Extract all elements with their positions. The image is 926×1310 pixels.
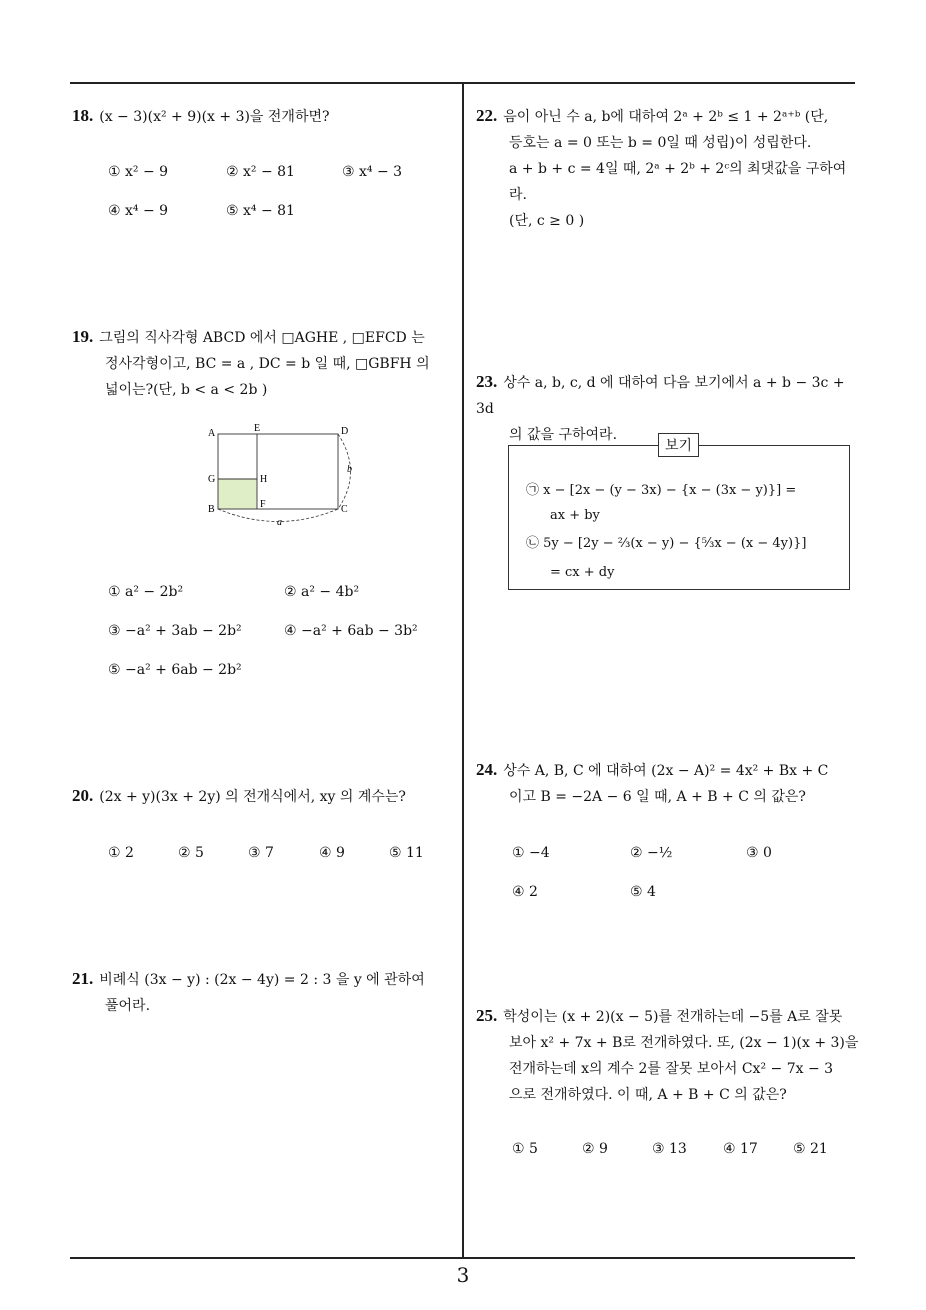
question-stem-line-1: 음이 아닌 수 a, b에 대하여 2ᵃ + 2ᵇ ≤ 1 + 2ᵃ⁺ᵇ (단,	[503, 109, 829, 125]
question-stem-line-3: a + b + c = 4일 때, 2ᵃ + 2ᵇ + 2ᶜ의 최댓값을 구하여라.	[509, 161, 847, 203]
question-stem: (x − 3)(x² + 9)(x + 3)을 전개하면?	[99, 109, 330, 125]
option-5[interactable]: ⑤ 21	[793, 1141, 828, 1157]
question-number: 24.	[476, 760, 498, 779]
question-stem-line-3: 넓이는?(단, b < a < 2b )	[105, 382, 268, 398]
label-c: C	[341, 504, 348, 515]
question-number: 20.	[72, 786, 94, 805]
option-2[interactable]: ② −½	[630, 845, 673, 861]
question-stem-line-2: 등호는 a = 0 또는 b = 0일 때 성립)이 성립한다.	[509, 135, 812, 151]
question-stem-line-2: 보아 x² + 7x + B로 전개하였다. 또, (2x − 1)(x + 3)을	[509, 1035, 859, 1051]
question-25	[476, 1003, 861, 1108]
question-stem-line-2: 풀어라.	[105, 998, 151, 1014]
page-number: 3	[456, 1263, 470, 1287]
label-h: H	[260, 474, 268, 485]
rectangle-figure	[205, 422, 360, 530]
option-4[interactable]: ④ 9	[319, 845, 345, 861]
option-5[interactable]: ⑤ −a² + 6ab − 2b²	[108, 662, 242, 678]
label-e: E	[254, 423, 261, 434]
option-3[interactable]: ③ −a² + 3ab − 2b²	[108, 623, 242, 639]
label-b-vertex: B	[208, 504, 215, 515]
question-stem-line-2: 이고 B = −2A − 6 일 때, A + B + C 의 값은?	[509, 789, 806, 805]
question-stem-line-2: 의 값을 구하여라.	[509, 427, 618, 443]
option-5[interactable]: ⑤ x⁴ − 81	[226, 203, 295, 219]
label-a-length: a	[277, 517, 282, 528]
question-stem-line-1: 비례식 (3x − y) : (2x − 4y) = 2 : 3 을 y 에 관하여	[99, 972, 425, 988]
option-4[interactable]: ④ 17	[723, 1141, 758, 1157]
question-stem: (2x + y)(3x + 2y) 의 전개식에서, xy 의 계수는?	[99, 789, 406, 805]
question-stem-line-1: 상수 a, b, c, d 에 대하여 다음 보기에서 a + b − 3c + 3d	[476, 375, 845, 417]
question-stem-line-4: (단, c ≥ 0 )	[509, 213, 585, 229]
question-stem-line-1: 그림의 직사각형 ABCD 에서 □AGHE , □EFCD 는	[99, 330, 425, 346]
bogi-item-1-line-2: ax + by	[550, 508, 600, 523]
bogi-item-1-line-1: ㉠ x − [2x − (y − 3x) − {x − (3x − y)}] =	[526, 483, 797, 498]
option-3[interactable]: ③ x⁴ − 3	[342, 164, 403, 180]
option-4[interactable]: ④ 2	[512, 884, 538, 900]
bogi-item-2-line-2: = cx + dy	[550, 565, 615, 580]
bogi-title: 보기	[658, 433, 699, 457]
label-d: D	[341, 426, 349, 437]
option-4[interactable]: ④ −a² + 6ab − 3b²	[284, 623, 418, 639]
question-19	[72, 324, 457, 403]
label-a-vertex: A	[208, 428, 216, 439]
option-1[interactable]: ① 5	[512, 1141, 538, 1157]
question-stem-line-4: 으로 전개하였다. 이 때, A + B + C 의 값은?	[509, 1087, 787, 1103]
label-f: F	[260, 499, 266, 510]
option-4[interactable]: ④ x⁴ − 9	[108, 203, 169, 219]
option-2[interactable]: ② 5	[178, 845, 204, 861]
label-b-length: b	[347, 464, 352, 475]
question-20	[72, 783, 457, 810]
option-2[interactable]: ② x² − 81	[226, 164, 295, 180]
option-3[interactable]: ③ 0	[746, 845, 772, 861]
question-stem-line-3: 전개하는데 x의 계수 2를 잘못 보아서 Cx² − 7x − 3	[509, 1061, 834, 1077]
question-number: 22.	[476, 106, 498, 125]
question-24	[476, 757, 861, 810]
option-1[interactable]: ① 2	[108, 845, 134, 861]
option-5[interactable]: ⑤ 4	[630, 884, 656, 900]
question-number: 25.	[476, 1006, 498, 1025]
question-stem-line-2: 정사각형이고, BC = a , DC = b 일 때, □GBFH 의	[105, 356, 430, 372]
question-stem-line-1: 상수 A, B, C 에 대하여 (2x − A)² = 4x² + Bx + C	[503, 763, 829, 779]
bogi-items	[526, 478, 846, 585]
option-1[interactable]: ① −4	[512, 845, 550, 861]
option-3[interactable]: ③ 7	[248, 845, 274, 861]
option-3[interactable]: ③ 13	[652, 1141, 687, 1157]
question-stem-line-1: 학성이는 (x + 2)(x − 5)를 전개하는데 −5를 A로 잘못	[503, 1009, 843, 1025]
bogi-item-2-line-1: ㉡ 5y − [2y − ⅔(x − y) − {⁵⁄₃x − (x − 4y)}]	[526, 536, 807, 551]
column-divider	[462, 82, 464, 1258]
option-2[interactable]: ② 9	[582, 1141, 608, 1157]
option-1[interactable]: ① a² − 2b²	[108, 584, 184, 600]
bottom-rule	[70, 1257, 855, 1259]
question-18	[72, 103, 457, 130]
option-5[interactable]: ⑤ 11	[389, 845, 424, 861]
question-number: 18.	[72, 106, 94, 125]
question-number: 19.	[72, 327, 94, 346]
question-number: 23.	[476, 372, 498, 391]
option-2[interactable]: ② a² − 4b²	[284, 584, 360, 600]
label-g: G	[208, 474, 216, 485]
question-22	[476, 103, 861, 234]
question-number: 21.	[72, 969, 94, 988]
green-region-gbfh	[218, 479, 257, 509]
option-1[interactable]: ① x² − 9	[108, 164, 169, 180]
question-21	[72, 966, 457, 1019]
